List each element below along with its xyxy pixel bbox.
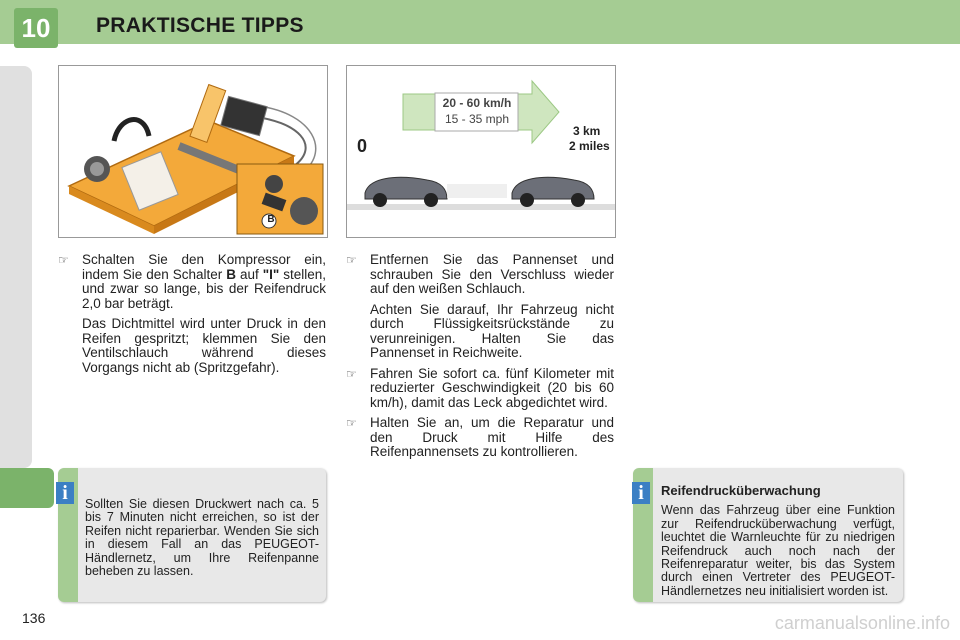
start-label: 0 (357, 136, 368, 156)
pointing-hand-icon: ☞ (346, 366, 357, 381)
instruction-bullet: ☞ Halten Sie an, um die Reparatur und den Druck mit Hilfe des Reifenpannensets zu kontrollieren. (346, 415, 614, 459)
speed-mph-label: 15 - 35 mph (444, 112, 510, 126)
watermark: carmanualsonline.info (774, 613, 950, 633)
compressor-drawing (59, 66, 327, 237)
distance-km-label: 3 km (573, 124, 601, 138)
instructions-left (58, 253, 326, 381)
instructions-right (346, 253, 614, 466)
info-title: Reifendrucküberwachung (661, 483, 821, 498)
compressor-illustration (58, 65, 328, 238)
info-text-block (661, 484, 895, 598)
side-tab-marker (0, 468, 54, 508)
position-i-ref: "I" (262, 266, 280, 282)
pointing-hand-icon: ☞ (346, 416, 357, 430)
page-title: PRAKTISCHE TIPPS (96, 14, 304, 37)
instruction-note: Achten Sie darauf, Ihr Fahrzeug nicht durch Flüssigkeitsrückstände zu verunreinigen. Halten Sie das Pannenset in Reichweite. (370, 301, 614, 360)
info-icon: i (632, 482, 650, 504)
instruction-bullet: ☞ Fahren Sie sofort ca. fünf Kilometer mit reduzierter Geschwindigkeit (20 bis 60 km/h), damit das Leck abgedichtet wird. (346, 365, 614, 410)
info-box-pressure (58, 468, 326, 602)
instruction-note: Das Dichtmittel wird unter Druck in den Reifen gespritzt; klemmen Sie den Ventilschlauch während dieses Vorgangs nicht ab (Spritzgefahr). (82, 316, 326, 375)
info-icon: i (56, 482, 74, 504)
info-box-tpms (633, 468, 903, 602)
chapter-number-badge: 10 (14, 8, 58, 48)
instruction-bullet: ☞ Entfernen Sie das Pannenset und schrauben Sie den Verschluss wieder auf den weißen Schlauch. (346, 252, 614, 296)
switch-label-b: B (267, 214, 275, 225)
page-number: 136 (22, 610, 46, 626)
info-text: Wenn das Fahrzeug über eine Funktion zur Reifendrucküberwachung verfügt, leuchtet die Warnleuchte für zu niedrigen Reifendruck auch noch nach der Reifenreparatur weiter, bis das System durch einen Vertreter des PEUGEOT-Händlernetzes neu initialisiert worden ist. (661, 503, 895, 598)
switch-b-ref: B (226, 266, 236, 282)
speed-kmh-label: 20 - 60 km/h (442, 96, 512, 110)
info-text: Sollten Sie diesen Druckwert nach ca. 5 bis 7 Minuten nicht erreichen, so ist der Reifen nicht reparierbar. Wenden Sie sich in diesem Fall an das PEUGEOT-Händlernetz, um Ihre Reifenpanne beheben zu lassen. (85, 497, 319, 579)
distance-miles-label: 2 miles (569, 139, 610, 153)
pointing-hand-icon: ☞ (346, 253, 357, 267)
side-tab (0, 66, 32, 468)
driving-illustration (346, 65, 616, 238)
instruction-bullet: ☞ Schalten Sie den Kompressor ein, indem Sie den Schalter B auf "I" stellen, und zwar so lange, bis der Reifendruck 2,0 bar beträgt. (58, 252, 326, 311)
pointing-hand-icon: ☞ (58, 253, 69, 267)
